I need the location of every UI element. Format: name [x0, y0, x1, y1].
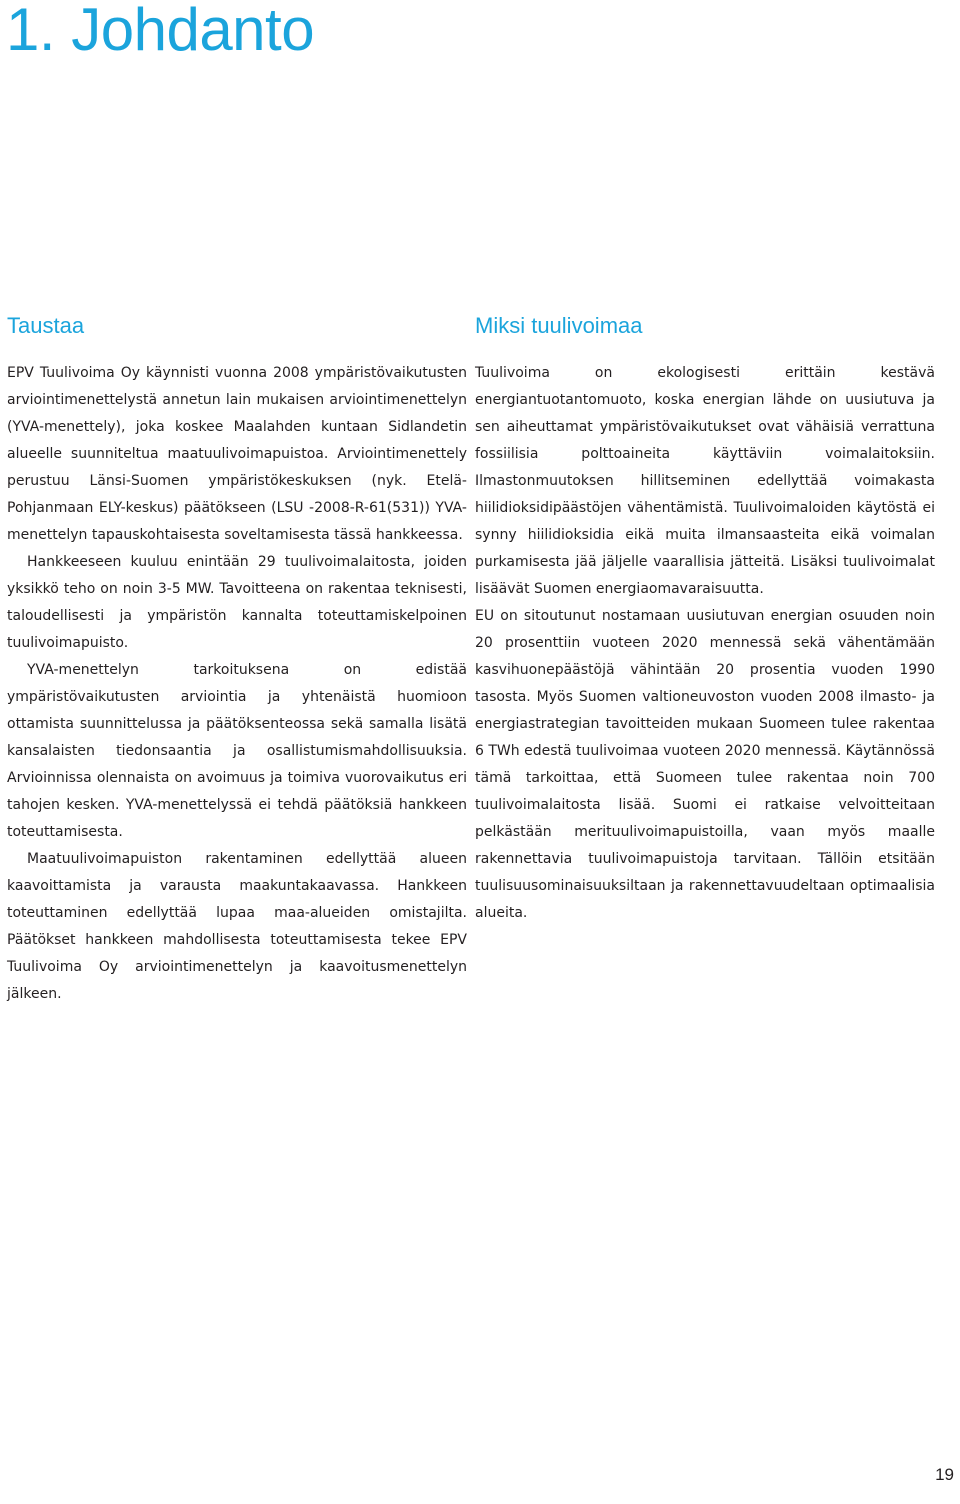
paragraph: EU on sitoutunut nostamaan uusiutuvan energian osuuden noin 20 prosenttiin vuoteen 2020 mennessä sekä vähentämään kasvihuonepäästöjä vähintään 20 prosentia vuoden 1990 tasosta. Myös Suomen valtioneuvoston vuoden 2008 ilmasto- ja energiastrategian tavoitteiden mukaan Suomeen tulee rakentaa 6 TWh edestä tuulivoimaa vuoteen 2020 mennessä. Käytännössä tämä tarkoittaa, että Suomeen tulee rakentaa noin 700 tuulivoimalaitosta lisää. Suomi ei ratkaise velvoitteitaan pelkästään merituulivoimapuistoilla, vaan myös maalle rakennettavia tuulivoimapuistoja tarvitaan. Tällöin etsitään tuulisuusominaisuuksiltaan ja rakennettavuudeltaan optimaalisia alueita. [475, 608, 935, 921]
chapter-title: 1. Johdanto [6, 0, 315, 63]
paragraph: EPV Tuulivoima Oy käynnisti vuonna 2008 ympäristövaikutusten arviointimenettelystä annetun lain mukaisen arviointimenettelyn (YVA-menettely), joka koskee Maalahden kuntaan Sidlandetin alueelle suunniteltua maatuulivoimapuistoa. Arviointimenettely perustuu Länsi-Suomen ympäristökeskuksen (nyk. Etelä-Pohjanmaan ELY-keskus) päätökseen (LSU -2008-R-61(531)) YVA-menettelyn tapauskohtaisesta soveltamisesta tässä hankkeessa. [7, 365, 467, 543]
paragraph: Tuulivoima on ekologisesti erittäin kestävä energiantuotantomuoto, koska energian lähde on uusiutuva ja sen aiheuttamat ympäristövaikutukset ovat vähäisiä verrattuna fossiilisia polttoaineita käyttäviin voimalaitoksiin. Ilmastonmuutoksen hillitseminen edellyttää voimakasta hiilidioksidipäästöjen vähentämistä. Tuulivoimaloiden käytöstä ei synny hiilidioksidia eikä muita ilmansaasteita eikä voimalan purkamisesta jää jäljelle vaarallisia jätteitä. Lisäksi tuulivoimalat lisäävät Suomen energiaomavaraisuutta. [475, 365, 935, 597]
page-number: 19 [935, 1465, 954, 1484]
section-heading-taustaa: Taustaa [7, 313, 85, 338]
paragraph: Hankkeeseen kuuluu enintään 29 tuulivoimalaitosta, joiden yksikkö teho on noin 3-5 MW. Tavoitteena on rakentaa teknisesti, taloudellisesti ja ympäristön kannalta toteuttamiskelpoinen tuulivoimapuisto. [7, 554, 467, 651]
paragraph: YVA-menettelyn tarkoituksena on edistää ympäristövaikutusten arviointia ja yhtenäistä huomioon ottamista suunnittelussa ja päätöksenteossa sekä samalla lisätä kansalaisten tiedonsaantia ja osallistumismahdollisuuksia. Arvioinnissa olennaista on avoimuus ja toimiva vuorovaikutus eri tahojen kesken. YVA-menettelyssä ei tehdä päätöksiä hankkeen toteuttamisesta. [7, 662, 467, 840]
paragraph: Maatuulivoimapuiston rakentaminen edellyttää alueen kaavoittamista ja varausta maakuntakaavassa. Hankkeen toteuttaminen edellyttää lupaa maa-alueiden omistajilta. Päätökset hankkeen mahdollisesta toteuttamisesta tekee EPV Tuulivoima Oy arviointimenettelyn ja kaavoitusmenettelyn jälkeen. [7, 851, 467, 1002]
right-column [475, 306, 935, 927]
section-heading-miksi-tuulivoimaa: Miksi tuulivoimaa [475, 313, 643, 338]
left-column [7, 306, 467, 1008]
